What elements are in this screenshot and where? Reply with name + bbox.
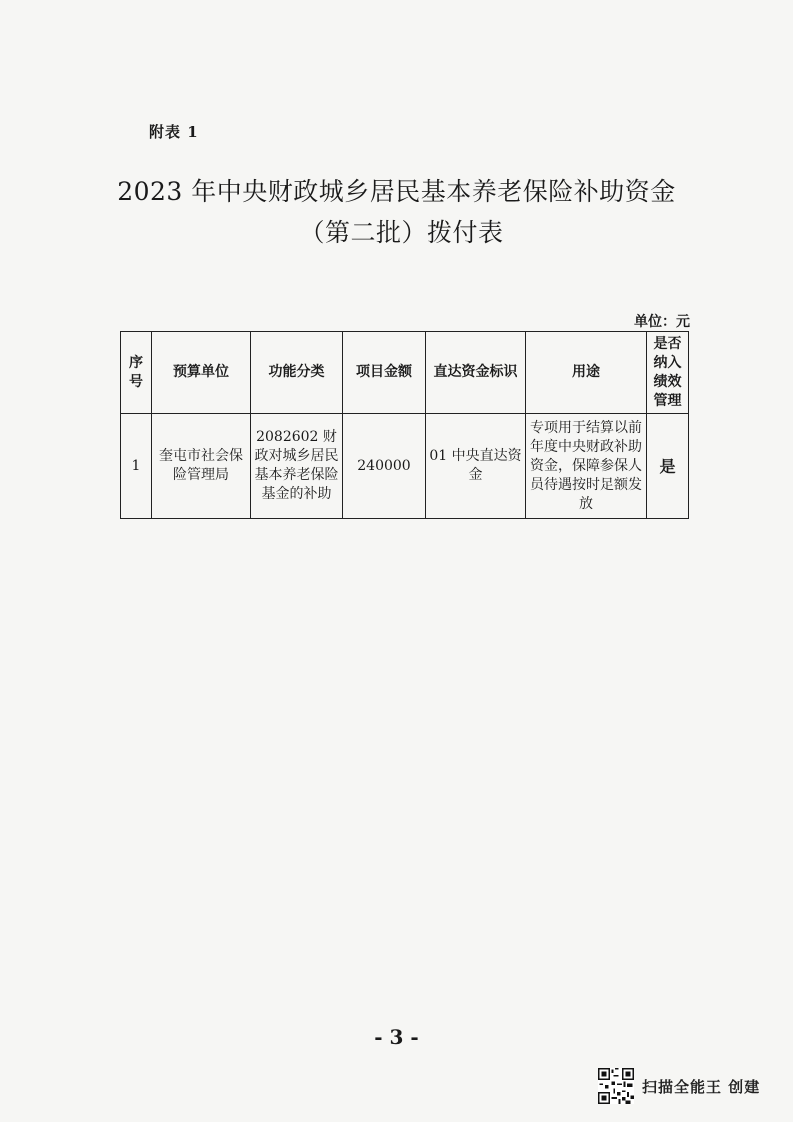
table-cell: 专项用于结算以前年度中央财政补助资金，保障参保人员待遇按时足额发放 — [526, 414, 647, 519]
header-cell: 序号 — [121, 332, 152, 414]
table-cell: 2082602 财政对城乡居民基本养老保险基金的补助 — [251, 414, 343, 519]
table-header-row — [121, 332, 689, 414]
page-number: - 3 - — [374, 1025, 419, 1049]
attachment-label: 附表 1 — [149, 123, 199, 141]
table-cell: 240000 — [343, 414, 426, 519]
header-cell: 预算单位 — [152, 332, 251, 414]
header-cell: 直达资金标识 — [426, 332, 526, 414]
allocation-table — [120, 331, 689, 519]
scanner-watermark — [598, 1068, 760, 1104]
table-row — [121, 414, 689, 519]
table-cell: 01 中央直达资金 — [426, 414, 526, 519]
qr-code-icon — [598, 1068, 634, 1104]
unit-label: 单位：元 — [634, 314, 690, 330]
title-line-1: 2023 年中央财政城乡居民基本养老保险补助资金 — [117, 177, 676, 206]
title-line-2: （第二批）拨付表 — [299, 218, 504, 247]
table-cell: 是 — [647, 414, 689, 519]
table-cell: 奎屯市社会保险管理局 — [152, 414, 251, 519]
table-cell: 1 — [121, 414, 152, 519]
watermark-text: 扫描全能王 创建 — [642, 1077, 761, 1096]
header-cell: 是否纳入绩效管理 — [647, 332, 689, 414]
header-cell: 项目金额 — [343, 332, 426, 414]
header-cell: 用途 — [526, 332, 647, 414]
header-cell: 功能分类 — [251, 332, 343, 414]
